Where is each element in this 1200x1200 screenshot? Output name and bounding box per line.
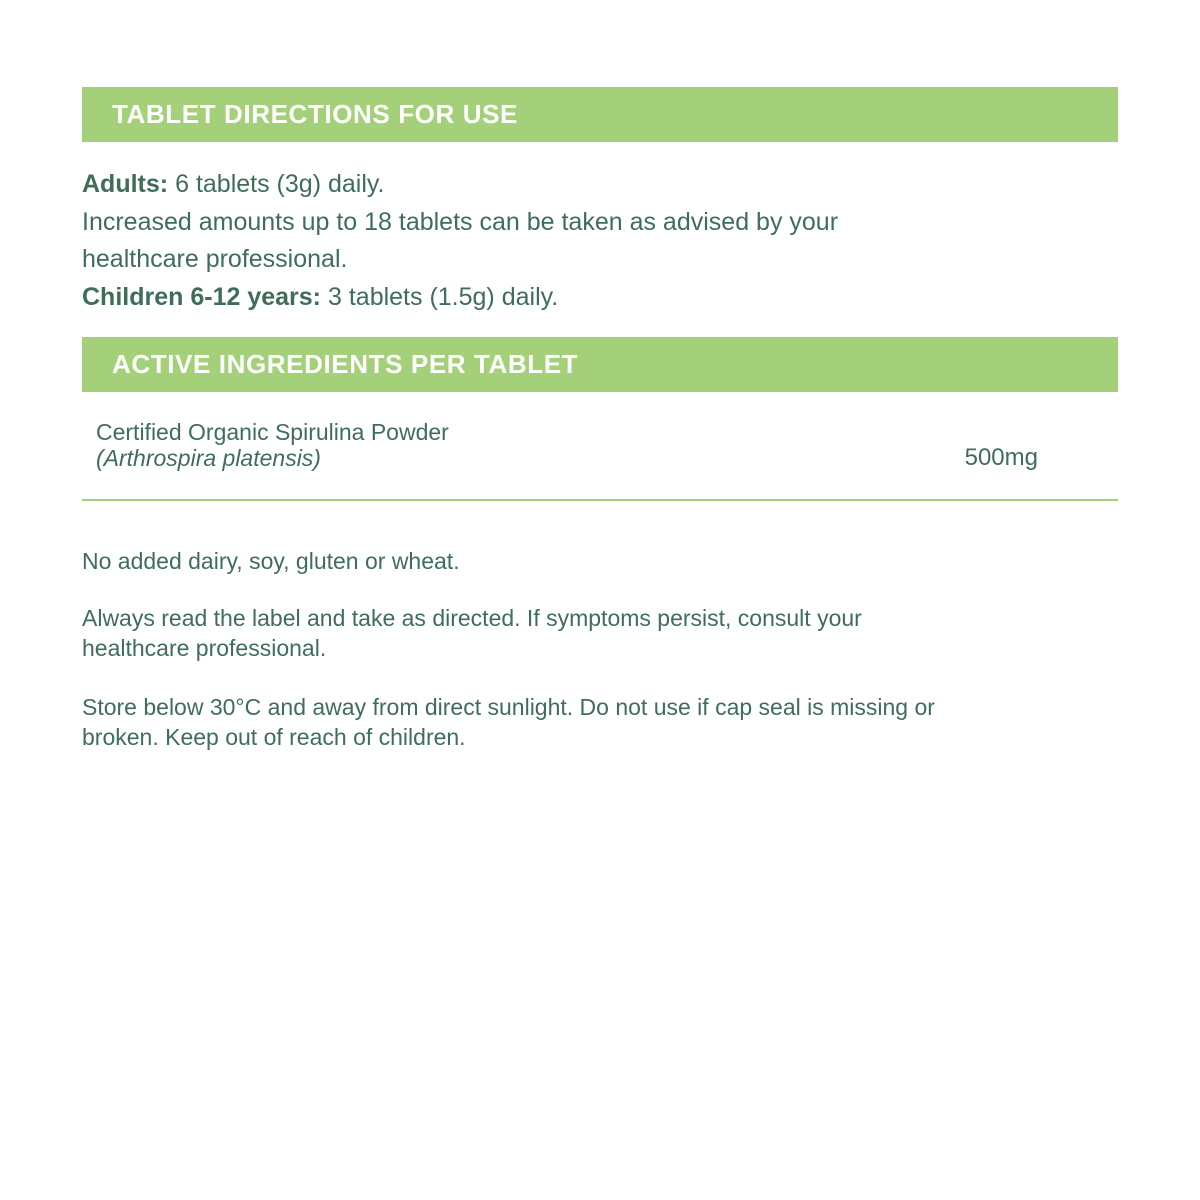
note-no-added-line-1: No added dairy, soy, gluten or wheat. xyxy=(82,548,460,574)
ingredient-row xyxy=(82,419,1118,471)
ingredient-name: Certified Organic Spirulina Powder xyxy=(96,419,449,445)
ingredient-latin-name: (Arthrospira platensis) xyxy=(96,445,321,471)
directions-text-block xyxy=(82,166,1118,316)
children-dosage-text: 3 tablets (1.5g) daily. xyxy=(328,282,559,311)
children-label: Children 6-12 years: xyxy=(82,282,321,311)
ingredients-header-title: ACTIVE INGREDIENTS PER TABLET xyxy=(112,349,579,379)
directions-line-increased-1 xyxy=(82,204,1118,242)
note-storage-line-1: Store below 30°C and away from direct sunlight. Do not use if cap seal is missing or xyxy=(82,694,935,720)
note-read-label-line-2: healthcare professional. xyxy=(82,635,327,661)
note-storage-line-2: broken. Keep out of reach of children. xyxy=(82,724,466,750)
divider-line xyxy=(82,499,1118,501)
label-content xyxy=(82,87,1118,752)
directions-line-children xyxy=(82,279,1118,317)
directions-header-title: TABLET DIRECTIONS FOR USE xyxy=(112,99,518,129)
ingredients-header-bar xyxy=(82,337,1118,392)
note-no-added xyxy=(82,546,1118,576)
directions-header-bar xyxy=(82,87,1118,142)
note-read-label xyxy=(82,603,1118,663)
note-storage xyxy=(82,692,1118,752)
ingredient-amount: 500mg xyxy=(964,444,1038,471)
increased-amounts-text-2: healthcare professional. xyxy=(82,245,348,273)
adults-dosage-text: 6 tablets (3g) daily. xyxy=(175,170,385,198)
note-read-label-line-1: Always read the label and take as directed. If symptoms persist, consult your xyxy=(82,605,862,631)
increased-amounts-text-1: Increased amounts up to 18 tablets can be taken as advised by your xyxy=(82,207,839,236)
adults-label: Adults: xyxy=(82,170,169,198)
directions-line-increased-2 xyxy=(82,241,1118,279)
ingredient-name-block xyxy=(82,419,449,471)
directions-line-adults xyxy=(82,166,1118,204)
